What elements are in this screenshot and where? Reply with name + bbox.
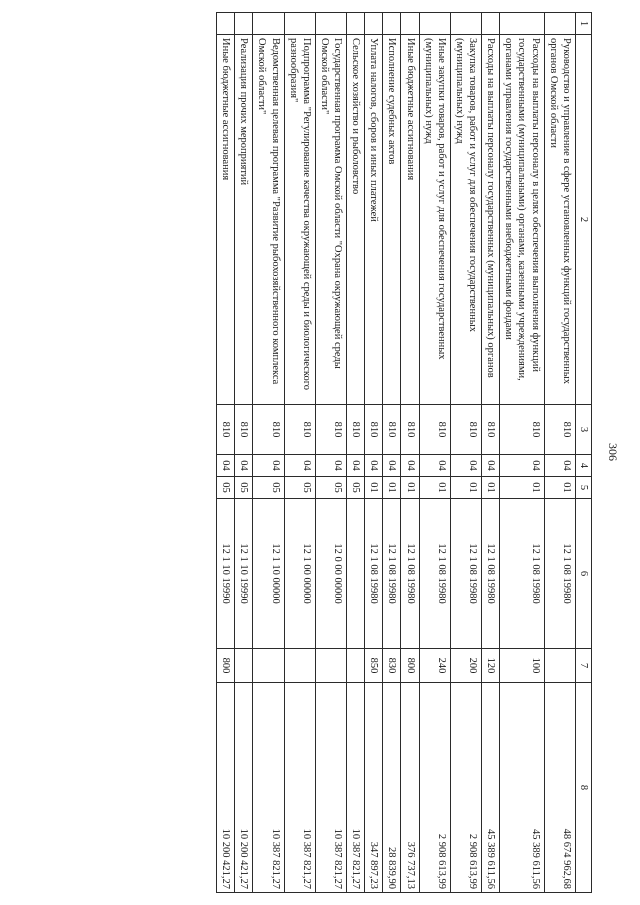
- section-cell: 04: [347, 455, 365, 477]
- table-row: [401, 13, 419, 893]
- row-name-cell: Расходы на выплаты персоналу в целях обеспечения выполнения функций государственными (муниципальными) органами, казенными учреждениями, органами управления государственными внебюджетными фондами: [500, 35, 544, 405]
- row-marker-cell: [235, 13, 253, 35]
- column-header: 1: [575, 13, 591, 35]
- target-article-cell: 12 1 10 19990: [217, 499, 235, 649]
- column-number-row: [575, 13, 591, 893]
- budget-table: [216, 12, 592, 893]
- amount-cell: 10 387 821,27: [347, 683, 365, 893]
- table-row: [253, 13, 284, 893]
- expense-type-cell: 240: [419, 649, 450, 683]
- column-header: 7: [575, 649, 591, 683]
- admin-code-cell: 810: [217, 405, 235, 455]
- amount-cell: 48 674 962,68: [544, 683, 575, 893]
- subsection-cell: 01: [500, 477, 544, 499]
- amount-cell: 28 839,90: [383, 683, 401, 893]
- table-row: [347, 13, 365, 893]
- target-article-cell: 12 1 08 19980: [500, 499, 544, 649]
- row-marker-cell: [347, 13, 365, 35]
- expense-type-cell: 100: [500, 649, 544, 683]
- target-article-cell: 12 1 08 19980: [383, 499, 401, 649]
- row-name-cell: Сельское хозяйство и рыболовство: [347, 35, 365, 405]
- section-cell: 04: [450, 455, 481, 477]
- expense-type-cell: 120: [482, 649, 500, 683]
- amount-cell: 347 897,23: [365, 683, 383, 893]
- expense-type-cell: 850: [365, 649, 383, 683]
- table-row: [315, 13, 346, 893]
- row-name-cell: Реализация прочих мероприятий: [235, 35, 253, 405]
- expense-type-cell: 800: [401, 649, 419, 683]
- target-article-cell: 12 1 08 19980: [544, 499, 575, 649]
- subsection-cell: 01: [450, 477, 481, 499]
- subsection-cell: 05: [347, 477, 365, 499]
- row-marker-cell: [315, 13, 346, 35]
- admin-code-cell: 810: [284, 405, 315, 455]
- section-cell: 04: [315, 455, 346, 477]
- expense-type-cell: [253, 649, 284, 683]
- row-name-cell: Ведомственная целевая программа "Развитие рыбохозяйственного комплекса Омской области": [253, 35, 284, 405]
- expense-type-cell: [235, 649, 253, 683]
- row-name-cell: Уплата налогов, сборов и иных платежей: [365, 35, 383, 405]
- admin-code-cell: 810: [482, 405, 500, 455]
- subsection-cell: 05: [253, 477, 284, 499]
- page-number: 306: [606, 443, 620, 461]
- section-cell: 04: [544, 455, 575, 477]
- column-header: 4: [575, 455, 591, 477]
- table-row: [482, 13, 500, 893]
- expense-type-cell: [315, 649, 346, 683]
- subsection-cell: 05: [284, 477, 315, 499]
- table-row: [365, 13, 383, 893]
- row-name-cell: Иные закупки товаров, работ и услуг для обеспечения государственных (муниципальных) нужд: [419, 35, 450, 405]
- subsection-cell: 01: [365, 477, 383, 499]
- table-row: [419, 13, 450, 893]
- target-article-cell: 12 1 08 19980: [482, 499, 500, 649]
- admin-code-cell: 810: [315, 405, 346, 455]
- amount-cell: 2 908 613,99: [450, 683, 481, 893]
- admin-code-cell: 810: [347, 405, 365, 455]
- row-marker-cell: [419, 13, 450, 35]
- subsection-cell: 01: [383, 477, 401, 499]
- admin-code-cell: 810: [235, 405, 253, 455]
- amount-cell: 10 387 821,27: [253, 683, 284, 893]
- row-name-cell: Подпрограмма "Регулирование качества окружающей среды и биологического разнообразия": [284, 35, 315, 405]
- admin-code-cell: 810: [365, 405, 383, 455]
- table-body: [217, 13, 576, 893]
- target-article-cell: 12 1 10 19990: [235, 499, 253, 649]
- admin-code-cell: 810: [544, 405, 575, 455]
- row-marker-cell: [500, 13, 544, 35]
- row-name-cell: Расходы на выплаты персоналу государственных (муниципальных) органов: [482, 35, 500, 405]
- row-marker-cell: [253, 13, 284, 35]
- row-marker-cell: [365, 13, 383, 35]
- rotated-sheet: [100, 12, 620, 892]
- section-cell: 04: [284, 455, 315, 477]
- column-header: 5: [575, 477, 591, 499]
- row-marker-cell: [482, 13, 500, 35]
- expense-type-cell: 800: [217, 649, 235, 683]
- section-cell: 04: [500, 455, 544, 477]
- section-cell: 04: [253, 455, 284, 477]
- table-row: [235, 13, 253, 893]
- subsection-cell: 05: [217, 477, 235, 499]
- row-name-cell: Иные бюджетные ассигнования: [401, 35, 419, 405]
- admin-code-cell: 810: [450, 405, 481, 455]
- admin-code-cell: 810: [383, 405, 401, 455]
- subsection-cell: 01: [419, 477, 450, 499]
- admin-code-cell: 810: [500, 405, 544, 455]
- target-article-cell: 12 1 10 00000: [253, 499, 284, 649]
- column-header: 8: [575, 683, 591, 893]
- row-marker-cell: [383, 13, 401, 35]
- table-row: [217, 13, 235, 893]
- table-row: [500, 13, 544, 893]
- column-header: 3: [575, 405, 591, 455]
- amount-cell: 2 908 613,99: [419, 683, 450, 893]
- column-header: 2: [575, 35, 591, 405]
- row-name-cell: Исполнение судебных актов: [383, 35, 401, 405]
- row-name-cell: Руководство и управление в сфере установленных функций государственных органов Омской области: [544, 35, 575, 405]
- row-marker-cell: [544, 13, 575, 35]
- section-cell: 04: [217, 455, 235, 477]
- table-row: [544, 13, 575, 893]
- target-article-cell: 12 1 08 19980: [450, 499, 481, 649]
- target-article-cell: 12 0 00 00000: [315, 499, 346, 649]
- amount-cell: 10 200 421,27: [217, 683, 235, 893]
- row-marker-cell: [401, 13, 419, 35]
- row-name-cell: Закупка товаров, работ и услуг для обеспечения государственных (муниципальных) нужд: [450, 35, 481, 405]
- expense-type-cell: [284, 649, 315, 683]
- subsection-cell: 05: [315, 477, 346, 499]
- subsection-cell: 01: [544, 477, 575, 499]
- target-article-cell: 12 1 08 19980: [365, 499, 383, 649]
- amount-cell: 10 387 821,27: [315, 683, 346, 893]
- section-cell: 04: [365, 455, 383, 477]
- subsection-cell: 05: [235, 477, 253, 499]
- row-name-cell: Иные бюджетные ассигнования: [217, 35, 235, 405]
- column-header: 6: [575, 499, 591, 649]
- target-article-cell: [347, 499, 365, 649]
- section-cell: 04: [383, 455, 401, 477]
- amount-cell: 10 200 421,27: [235, 683, 253, 893]
- amount-cell: 376 737,13: [401, 683, 419, 893]
- section-cell: 04: [482, 455, 500, 477]
- amount-cell: 45 389 611,56: [500, 683, 544, 893]
- expense-type-cell: 830: [383, 649, 401, 683]
- table-row: [450, 13, 481, 893]
- row-name-cell: Государственная программа Омской области "Охрана окружающей среды Омской области": [315, 35, 346, 405]
- section-cell: 04: [235, 455, 253, 477]
- row-marker-cell: [217, 13, 235, 35]
- expense-type-cell: [347, 649, 365, 683]
- admin-code-cell: 810: [401, 405, 419, 455]
- admin-code-cell: 810: [419, 405, 450, 455]
- section-cell: 04: [419, 455, 450, 477]
- section-cell: 04: [401, 455, 419, 477]
- table-row: [383, 13, 401, 893]
- amount-cell: 45 389 611,56: [482, 683, 500, 893]
- table-row: [284, 13, 315, 893]
- row-marker-cell: [284, 13, 315, 35]
- target-article-cell: 12 1 08 19980: [419, 499, 450, 649]
- row-marker-cell: [450, 13, 481, 35]
- subsection-cell: 01: [482, 477, 500, 499]
- subsection-cell: 01: [401, 477, 419, 499]
- admin-code-cell: 810: [253, 405, 284, 455]
- target-article-cell: 12 1 08 19980: [401, 499, 419, 649]
- expense-type-cell: 200: [450, 649, 481, 683]
- expense-type-cell: [544, 649, 575, 683]
- target-article-cell: 12 1 00 00000: [284, 499, 315, 649]
- amount-cell: 10 387 821,27: [284, 683, 315, 893]
